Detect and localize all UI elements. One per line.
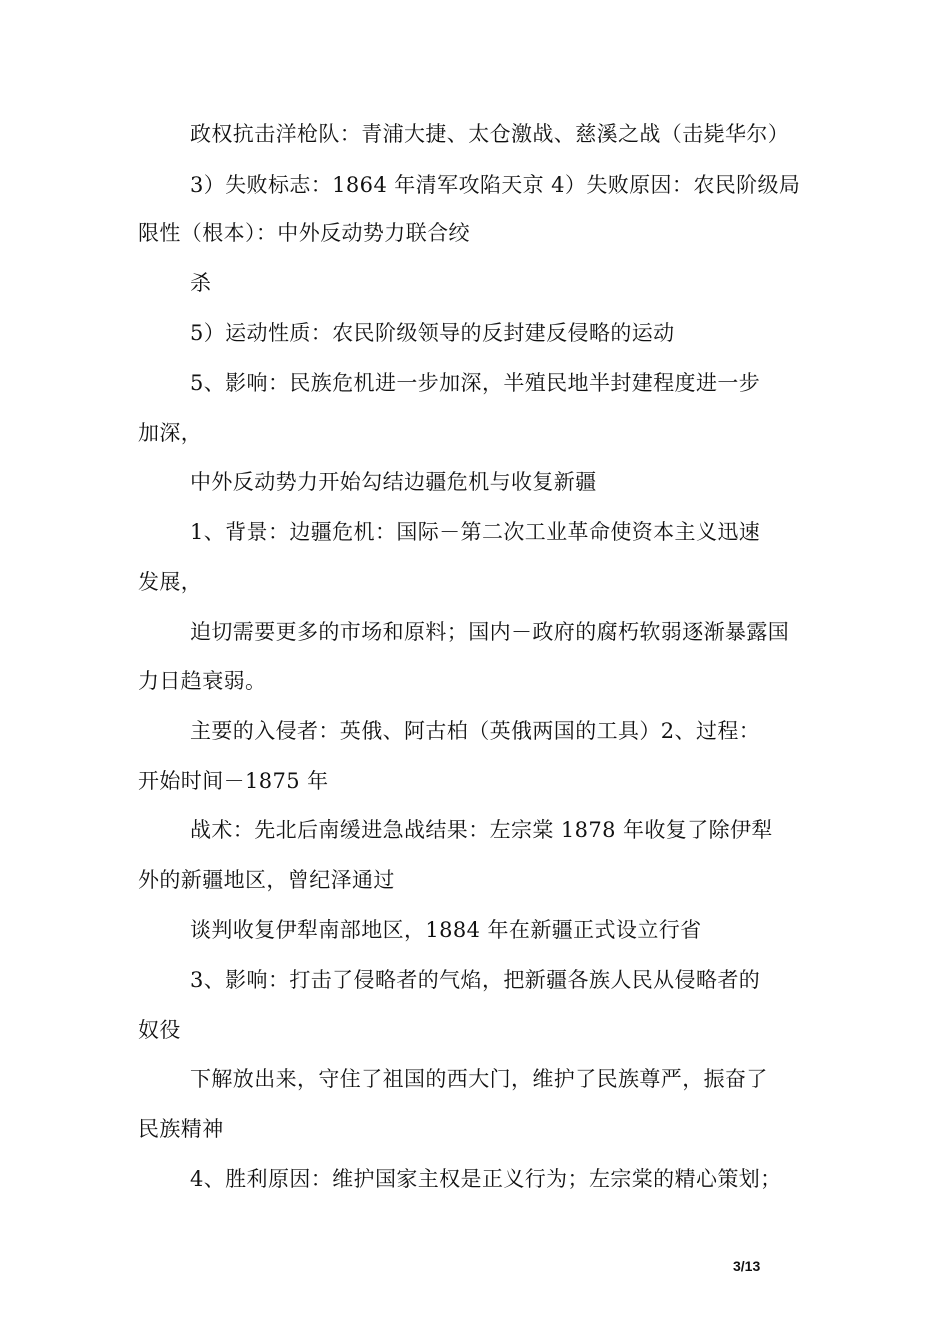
text-line: 3、影响：打击了侵略者的气焰，把新疆各族人民从侵略者的: [190, 968, 761, 992]
text-line: 1、背景：边疆危机：国际－第二次工业革命使资本主义迅速: [190, 520, 761, 544]
text-line: 奴役: [138, 1018, 181, 1042]
text-line: 主要的入侵者：英俄、阿古柏（英俄两国的工具）2、过程：: [190, 719, 761, 743]
text-line: 加深，: [138, 421, 203, 445]
text-line: 杀: [190, 271, 212, 295]
text-line: 限性（根本）：中外反动势力联合绞: [138, 221, 470, 245]
text-line: 谈判收复伊犁南部地区，1884 年在新疆正式设立行省: [190, 918, 702, 942]
text-line: 下解放出来，守住了祖国的西大门，维护了民族尊严，振奋了: [190, 1067, 768, 1091]
text-line: 开始时间－1875 年: [138, 769, 329, 793]
text-line: 3）失败标志：1864 年清军攻陷天京 4）失败原因：农民阶级局: [190, 173, 801, 197]
text-line: 5、影响：民族危机进一步加深，半殖民地半封建程度进一步: [190, 371, 761, 395]
text-line: 迫切需要更多的市场和原料；国内－政府的腐朽软弱逐渐暴露国: [190, 620, 790, 644]
page-number: 3/13: [733, 1258, 761, 1274]
text-line: 政权抗击洋枪队：青浦大捷、太仓激战、慈溪之战（击毙华尔）: [190, 122, 790, 146]
text-line: 民族精神: [138, 1117, 224, 1141]
text-line: 外的新疆地区，曾纪泽通过: [138, 868, 395, 892]
text-line: 5）运动性质：农民阶级领导的反封建反侵略的运动: [190, 321, 675, 345]
text-line: 中外反动势力开始勾结边疆危机与收复新疆: [190, 470, 597, 494]
text-line: 4、胜利原因：维护国家主权是正义行为；左宗棠的精心策划；: [190, 1167, 782, 1191]
text-line: 发展，: [138, 570, 203, 594]
text-line: 战术：先北后南缓进急战结果：左宗棠 1878 年收复了除伊犁: [190, 818, 773, 842]
text-line: 力日趋衰弱。: [138, 669, 267, 693]
